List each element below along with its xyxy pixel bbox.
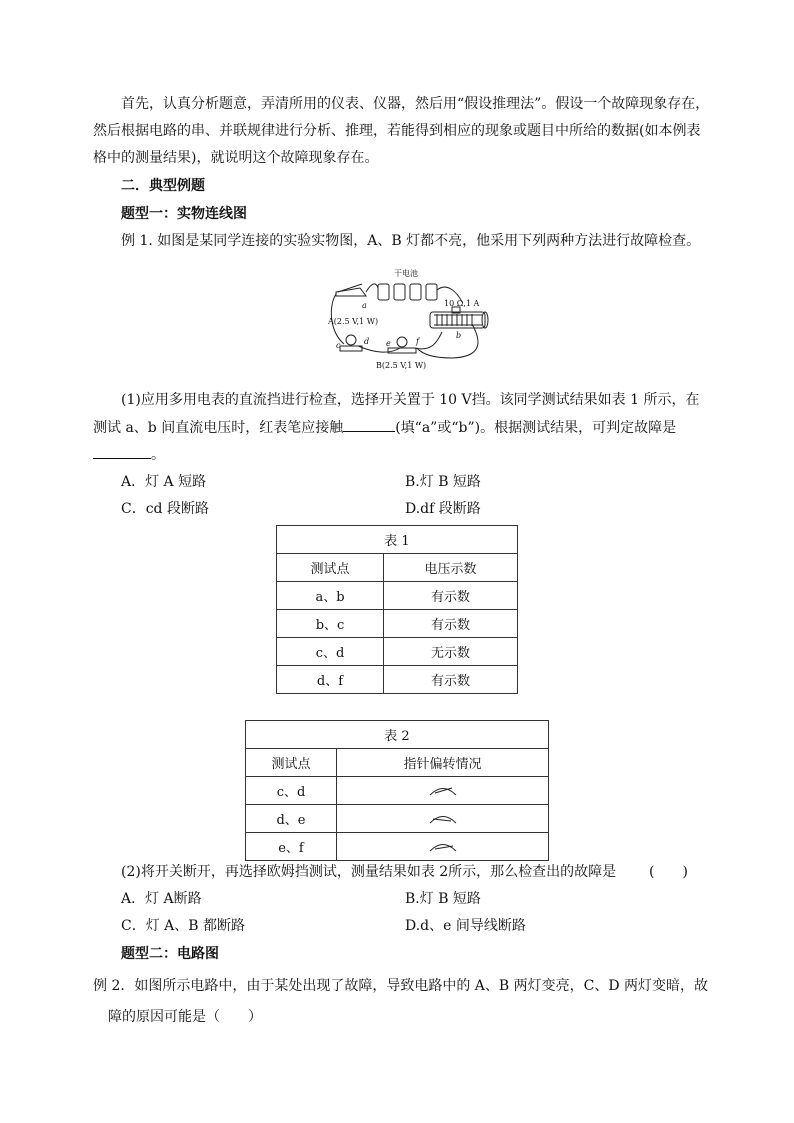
table-cell (337, 777, 549, 805)
circuit-figure (322, 262, 502, 372)
table-cell: c、d (277, 638, 384, 666)
q1-option-b: B.灯 B 短路 (405, 474, 481, 490)
rheostat (430, 307, 488, 328)
table-1 (276, 525, 518, 694)
example1-stem: 例 1. 如图是某同学连接的实验实物图，A、B 灯都不亮，他采用下列两种方法进行故障检查。 (121, 233, 701, 249)
q1-line-2 (93, 417, 676, 438)
table-2-header-point: 测试点 (246, 749, 337, 777)
q1-line-1: (1)应用多用电表的直流挡进行检查，选择开关置于 10 V挡。该同学测试结果如表 1 所示，在 (121, 392, 700, 408)
answer-blank-2[interactable] (93, 444, 151, 459)
q2-option-a: A．灯 A断路 (121, 891, 202, 907)
table-1-caption: 表 1 (277, 526, 518, 554)
point-c: c (336, 341, 341, 350)
table-cell: 有示数 (384, 582, 518, 610)
q1-line-3 (93, 444, 165, 465)
intro-line-3: 格中的测量结果)，就说明这个故障现象存在。 (93, 150, 379, 166)
table-cell: d、f (277, 666, 384, 694)
q2-option-c: C．灯 A、B 都断路 (121, 918, 246, 934)
q2-line: (2)将开关断开，再选择欧姆挡测试，测量结果如表 2所示，那么检查出的故障是 (121, 864, 617, 880)
q1-line-2-post: (填“a”或“b”)。根据测试结果，可判定故障是 (395, 420, 677, 436)
intro-line-2: 然后根据电路的串、并联规律进行分析、推理，若能得到相应的现象或题目中所给的数据(如本例表 (93, 123, 701, 139)
table-cell (337, 805, 549, 833)
example2-line-1: 例 2．如图所示电路中，由于某处出现了故障，导致电路中的 A、B 两灯变亮，C、D 两灯变暗，故 (93, 978, 709, 994)
table-row (277, 666, 518, 694)
table-cell: 有示数 (384, 666, 518, 694)
point-a: a (362, 301, 367, 310)
switch (336, 288, 366, 296)
table-2 (245, 720, 549, 861)
point-d: d (364, 337, 370, 346)
q2-option-b: B.灯 B 短路 (405, 891, 481, 907)
table-cell: a、b (277, 582, 384, 610)
lamp-b-label: B(2.5 V,1 W) (376, 361, 427, 370)
table-cell: b、c (277, 610, 384, 638)
table-cell: d、e (246, 805, 337, 833)
answer-blank-1[interactable] (343, 417, 395, 432)
battery-pack (378, 284, 437, 300)
point-e: e (386, 339, 391, 348)
q1-line-2-pre: 测试 a、b 间直流电压时，红表笔应接触 (93, 420, 344, 436)
table-row (277, 610, 518, 638)
table-cell: e、f (246, 833, 337, 861)
lamp-a-label: A(2.5 V,1 W) (328, 317, 379, 326)
q2-paren: ( ) (649, 864, 688, 880)
table-1-header-voltage: 电压示数 (384, 554, 518, 582)
table-row (277, 638, 518, 666)
point-b: b (456, 331, 462, 340)
needle-right-arc-icon (427, 781, 459, 797)
table-cell: c、d (246, 777, 337, 805)
table-cell: 无示数 (384, 638, 518, 666)
table-2-header-needle: 指针偏转情况 (337, 749, 549, 777)
q1-option-d: D.df 段断路 (405, 501, 481, 517)
intro-line-1: 首先，认真分析题意，弄清所用的仪表、仪器，然后用“假设推理法”。假设一个故障现象存在， (121, 96, 710, 112)
rheostat-label: 10 Ω,1 A (444, 299, 480, 308)
table-1-header-point: 测试点 (277, 554, 384, 582)
table-cell (337, 833, 549, 861)
needle-right-arc-icon (427, 837, 459, 853)
type1-heading: 题型一：实物连线图 (121, 206, 247, 222)
table-row (246, 777, 549, 805)
q1-option-c: C．cd 段断路 (121, 501, 209, 517)
needle-left-arc-icon (427, 809, 459, 825)
battery-label: 干电池 (394, 269, 418, 278)
table-2-caption: 表 2 (246, 721, 549, 749)
section-heading: 二．典型例题 (121, 178, 205, 194)
table-row (277, 582, 518, 610)
table-row (246, 805, 549, 833)
example2-line-2: 障的原因可能是（ ） (108, 1009, 262, 1025)
table-row (246, 833, 549, 861)
table-cell: 有示数 (384, 610, 518, 638)
lamp-b (388, 337, 416, 353)
q1-option-a: A．灯 A 短路 (121, 474, 207, 490)
type2-heading: 题型二：电路图 (121, 946, 219, 962)
q2-option-d: D.d、e 间导线断路 (405, 918, 526, 934)
point-f: f (416, 337, 419, 346)
q1-line-3-post: 。 (151, 447, 165, 463)
